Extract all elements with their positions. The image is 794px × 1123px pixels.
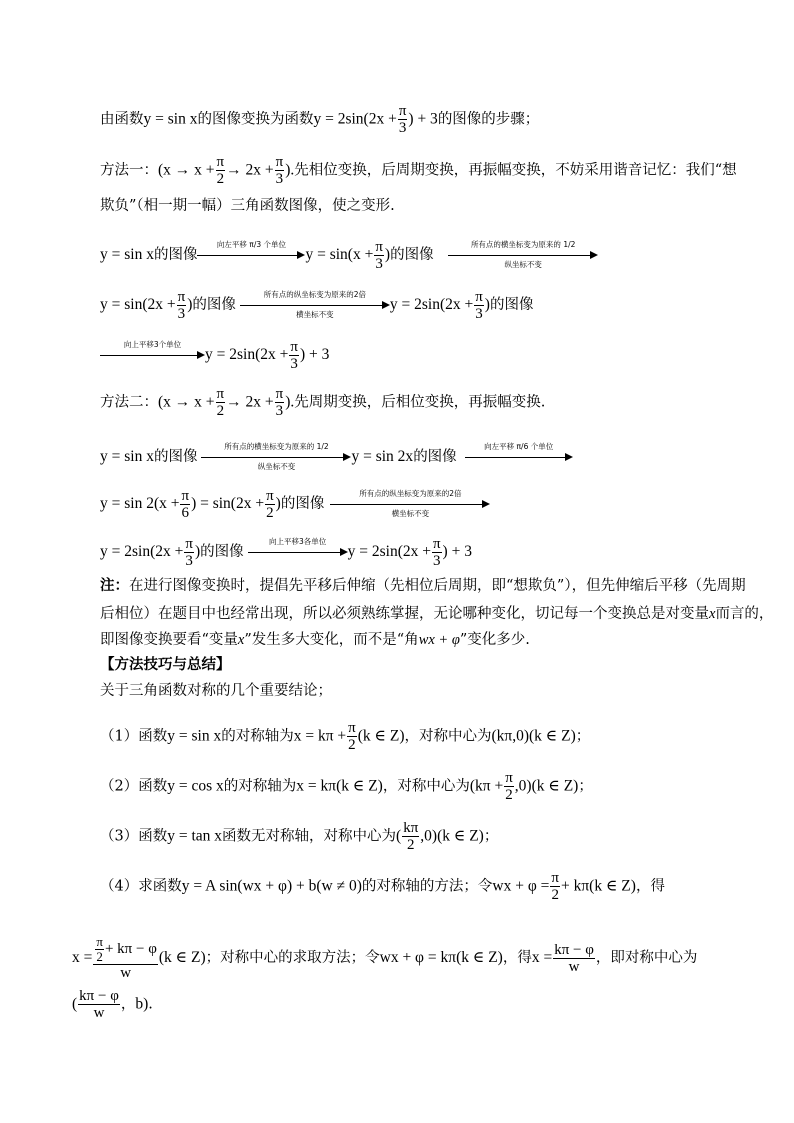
numerator: kπ <box>403 820 419 836</box>
denominator: 2 <box>551 887 559 903</box>
numerator: π <box>505 770 513 786</box>
formula: (kπ,0)(k ∈ Z) <box>491 727 576 745</box>
intro-line <box>100 103 539 136</box>
formula: (k ∈ Z) <box>357 727 405 745</box>
fraction <box>265 488 275 521</box>
text: 的图像 <box>280 496 325 512</box>
label-text: 3 <box>256 240 262 249</box>
formula: ( <box>72 995 78 1013</box>
label-text: 6 <box>523 442 529 451</box>
formula: → 2x + <box>226 161 274 179</box>
arrow-label: 向左平移 π/3 个单位 <box>216 240 287 249</box>
formula: ) + 3 <box>299 346 330 363</box>
text: 的图像 <box>192 297 236 313</box>
fraction <box>550 870 560 903</box>
fraction <box>347 720 357 753</box>
arrow-shaft <box>448 255 591 256</box>
section-title: 【方法技巧与总结】 <box>100 657 231 673</box>
denominator: 2 <box>348 737 356 753</box>
arrow-shaft <box>465 457 566 458</box>
formula: + kπ(k ∈ Z) <box>560 877 636 895</box>
arrow-label: 所有点的纵坐标变为原来的2倍 <box>263 290 366 299</box>
fraction <box>474 289 484 322</box>
denominator: 3 <box>275 403 284 419</box>
label-text: 1 <box>316 442 322 451</box>
denominator: 3 <box>275 171 284 187</box>
denominator: 6 <box>181 504 190 521</box>
variable: x <box>237 632 245 648</box>
text: ，对称中心为 <box>404 728 492 745</box>
text: 的对称轴为 <box>223 778 297 795</box>
text: ； <box>575 728 591 745</box>
label-text: 2 <box>570 240 576 249</box>
denominator: 3 <box>177 305 186 322</box>
formula: y = A sin(wx + φ) + b(w ≠ 0) <box>181 877 362 895</box>
method1-step-3 <box>100 337 329 373</box>
formula: ) <box>384 246 391 263</box>
label-text: 所有点的横坐标变为原来的 <box>224 442 315 451</box>
text: 在进行图像变换时，提倡先平移后伸缩（先相位后周期，即“想欺负”），但先伸缩后平移（先周期 <box>129 578 746 594</box>
formula: ) <box>187 296 193 313</box>
text: ”发生多大变化，而不是“角 <box>244 632 419 648</box>
transform-arrow <box>201 439 351 475</box>
numerator <box>93 935 157 965</box>
denominator: w <box>120 965 132 981</box>
text: 欺负”（相一期一幅）三角函数图像，使之变形. <box>100 198 395 214</box>
formula: y = tan x <box>167 827 223 845</box>
arrow-label: 所有点的纵坐标变为原来的2倍 <box>359 489 462 498</box>
formula: (x → x + <box>158 161 215 179</box>
arrow-label: 向上平移3各单位 <box>268 537 327 546</box>
label-text: π <box>249 240 254 249</box>
formula: ) <box>275 495 281 512</box>
arrow-label: 所有点的横坐标变为原来的 1/2 <box>224 442 329 451</box>
text: ；对称中心的求取方法；令 <box>205 950 380 966</box>
label-text: 个单位 <box>263 240 287 249</box>
transform-arrow <box>448 237 598 273</box>
fraction <box>216 386 226 419</box>
text: 的对称轴的方法；令 <box>361 878 493 895</box>
arrow-head <box>197 351 205 359</box>
note-line-3 <box>100 630 530 650</box>
numerator: π <box>185 535 193 552</box>
denominator: 2 <box>266 504 274 521</box>
denominator: 2 <box>96 949 103 964</box>
text: （4）求函数 <box>100 878 182 895</box>
formula: ,0)(k ∈ Z) <box>420 827 484 845</box>
denominator: 3 <box>433 552 441 569</box>
text: ，得 <box>635 878 665 895</box>
formula: + kπ − φ <box>104 940 157 957</box>
formula: wx + φ = <box>492 877 550 895</box>
formula: y = sin x <box>143 110 198 128</box>
numerator: π <box>432 535 441 552</box>
formula: → 2x + <box>226 393 274 411</box>
arrow-label: 横坐标不变 <box>296 310 334 319</box>
note-line-2 <box>100 604 773 624</box>
fraction <box>504 770 514 803</box>
note-line-1 <box>100 576 746 596</box>
fraction <box>553 942 595 975</box>
fraction <box>216 154 226 187</box>
numerator: π <box>216 154 225 170</box>
fraction <box>402 820 419 853</box>
arrow-label: 纵坐标不变 <box>504 260 542 269</box>
arrow-head <box>340 548 348 556</box>
transform-arrow <box>465 439 573 475</box>
numerator: π <box>551 870 559 886</box>
arrow-label: 向左平移 π/6 个单位 <box>484 442 554 451</box>
method-label: 方法一： <box>100 162 158 179</box>
text: ”变化多少. <box>459 632 530 648</box>
arrow-head <box>297 251 305 259</box>
fraction <box>374 239 384 272</box>
numerator: π <box>216 386 225 402</box>
text: 的图像的步骤； <box>437 111 540 128</box>
arrow-head <box>590 251 598 259</box>
formula: y = 2sin(2x + <box>389 296 474 313</box>
formula: ) + 3 <box>442 543 472 560</box>
arrow-head <box>565 453 573 461</box>
formula: y = sin(x + <box>305 246 374 263</box>
text: 即图像变换要看“变量 <box>100 632 238 648</box>
fraction <box>95 935 104 964</box>
text: 的图像 <box>489 297 534 313</box>
numerator: kπ − φ <box>554 941 594 958</box>
text: ，对称中心为 <box>382 778 470 795</box>
fraction <box>177 289 187 322</box>
formula: (k ∈ Z) <box>158 949 206 966</box>
arrow-shaft <box>330 504 483 505</box>
formula: ) <box>194 543 201 560</box>
text: 的图像 <box>390 247 434 263</box>
fraction <box>432 536 442 569</box>
numerator: π <box>177 288 186 305</box>
formula: ( <box>396 827 402 845</box>
fraction <box>180 488 190 521</box>
arrow-label: 纵坐标不变 <box>257 462 296 471</box>
label-text: 1 <box>563 240 569 249</box>
transform-arrow <box>100 337 205 373</box>
arrow-shaft <box>201 457 344 458</box>
arrow-head <box>482 500 490 508</box>
method-label: 方法二： <box>100 394 158 411</box>
denominator: 3 <box>290 355 298 372</box>
conclusion-4-cont <box>72 935 697 981</box>
denominator: 3 <box>375 255 383 272</box>
numerator: π <box>475 288 483 305</box>
formula: y = sin 2x <box>351 448 414 465</box>
denominator: 2 <box>216 403 225 419</box>
text: 的图像 <box>200 544 244 560</box>
arrow-label: 向上平移3个单位 <box>123 340 182 349</box>
numerator: π <box>275 154 284 170</box>
label-text: 2 <box>323 442 329 451</box>
denominator: w <box>568 958 580 975</box>
formula: y = sin(2x + <box>100 296 176 313</box>
formula: ). <box>285 161 295 179</box>
text: 先周期变换，后相位变换，再振幅变换. <box>294 394 546 411</box>
label-text: π <box>516 442 522 451</box>
fraction <box>93 935 157 981</box>
label-text: 个单位 <box>530 442 554 451</box>
text: 后相位）在题目中也经常出现，所以必须熟练掌握，无论哪种变化，切记每一个变换总是对变量 <box>100 606 709 622</box>
fraction <box>289 339 299 372</box>
denominator: 2 <box>407 837 415 853</box>
formula: (x → x + <box>158 393 215 411</box>
text: ， <box>120 996 136 1013</box>
text: 的图像 <box>413 449 457 465</box>
transform-arrow <box>197 237 305 273</box>
denominator: 2 <box>505 787 513 803</box>
fraction <box>275 386 285 419</box>
formula: x = kπ + <box>293 727 347 745</box>
text: 先相位变换，后周期变换，再振幅变换，不妨采用谐音记忆：我们“想 <box>294 162 737 179</box>
method2-step-1 <box>100 439 573 475</box>
text: ； <box>483 828 499 845</box>
transform-arrow <box>240 287 390 323</box>
text: 而言的， <box>715 606 774 622</box>
text: （2）函数 <box>100 778 168 795</box>
numerator: π <box>398 103 407 119</box>
transform-arrow <box>248 534 348 570</box>
denominator: 2 <box>216 171 225 187</box>
formula: y = 2sin(2x + <box>205 346 289 363</box>
numerator: π <box>266 487 274 504</box>
numerator: π <box>290 338 298 355</box>
formula: ,0)(k ∈ Z) <box>514 777 579 795</box>
method1-step-2 <box>100 287 533 323</box>
arrow-shaft <box>100 355 198 356</box>
formula: ) <box>484 296 490 313</box>
formula: ). <box>285 393 295 411</box>
text: 的图像变换为函数 <box>197 111 314 128</box>
fraction <box>78 988 120 1021</box>
text: ，得 <box>502 950 532 966</box>
numerator: π <box>96 934 103 949</box>
formula: x = kπ(k ∈ Z) <box>296 777 383 795</box>
arrow-shaft <box>240 305 383 306</box>
formula: y = cos x <box>167 777 224 795</box>
formula: y = sin x <box>167 727 222 745</box>
formula: y = sin 2(x + <box>100 495 180 512</box>
formula: y = sin x <box>100 448 154 465</box>
fraction <box>184 536 194 569</box>
text: 由函数 <box>100 111 144 128</box>
conclusion-1 <box>100 720 590 753</box>
arrow-head <box>343 453 351 461</box>
numerator: π <box>375 238 383 255</box>
conclusion-3 <box>100 820 498 853</box>
arrow-head <box>382 301 390 309</box>
denominator: 3 <box>398 120 407 136</box>
numerator: π <box>348 720 356 736</box>
method2-step-2 <box>100 486 490 522</box>
label-text: 所有点的横坐标变为原来的 <box>470 240 561 249</box>
formula: b) <box>135 995 149 1013</box>
text: （1）函数 <box>100 728 168 745</box>
conclusion-2 <box>100 770 593 803</box>
denominator: w <box>93 1005 105 1021</box>
section-intro: 关于三角函数对称的几个重要结论； <box>100 683 332 699</box>
denominator: 3 <box>475 305 483 322</box>
transform-arrow <box>330 486 490 522</box>
numerator: kπ − φ <box>79 988 119 1004</box>
method1-line-2 <box>100 196 395 216</box>
method1-line <box>100 154 737 187</box>
formula: ) + 3 <box>408 110 438 128</box>
formula: x = <box>531 949 553 966</box>
formula: x = <box>72 949 93 966</box>
formula: y = 2sin(2x + <box>313 110 397 128</box>
text: 的图像 <box>153 247 198 263</box>
text: ； <box>578 778 593 795</box>
conclusion-4-end <box>72 988 153 1021</box>
method2-line <box>100 386 545 419</box>
fraction <box>398 103 408 136</box>
formula: y = sin x <box>100 246 154 263</box>
label-text: 向左平移 <box>216 240 247 249</box>
numerator: π <box>181 487 190 504</box>
formula: y = 2sin(2x + <box>100 543 184 560</box>
method1-step-1 <box>100 237 598 273</box>
variable: wx + φ <box>418 632 460 648</box>
formula: wx + φ = kπ(k ∈ Z) <box>379 949 503 966</box>
conclusion-4 <box>100 870 665 903</box>
arrow-label: 横坐标不变 <box>391 509 430 518</box>
text: 函数无对称轴，对称中心为 <box>222 828 397 845</box>
formula: (kπ + <box>469 777 504 795</box>
note-label: 注： <box>100 578 129 594</box>
text: ，即对称中心为 <box>595 950 698 966</box>
text: 的对称轴为 <box>221 728 294 745</box>
text: . <box>148 996 153 1013</box>
text: 的图像 <box>153 449 198 465</box>
numerator: π <box>275 386 284 402</box>
formula: ) = sin(2x + <box>191 495 265 512</box>
variable: x <box>709 606 716 622</box>
denominator: 3 <box>185 552 193 569</box>
arrow-label: 所有点的横坐标变为原来的 1/2 <box>470 240 576 249</box>
formula: y = 2sin(2x + <box>347 543 431 560</box>
arrow-shaft <box>197 255 298 256</box>
arrow-shaft <box>248 552 341 553</box>
fraction <box>275 154 285 187</box>
text: （3）函数 <box>100 828 168 845</box>
method2-step-3 <box>100 534 472 570</box>
label-text: 向左平移 <box>484 442 515 451</box>
